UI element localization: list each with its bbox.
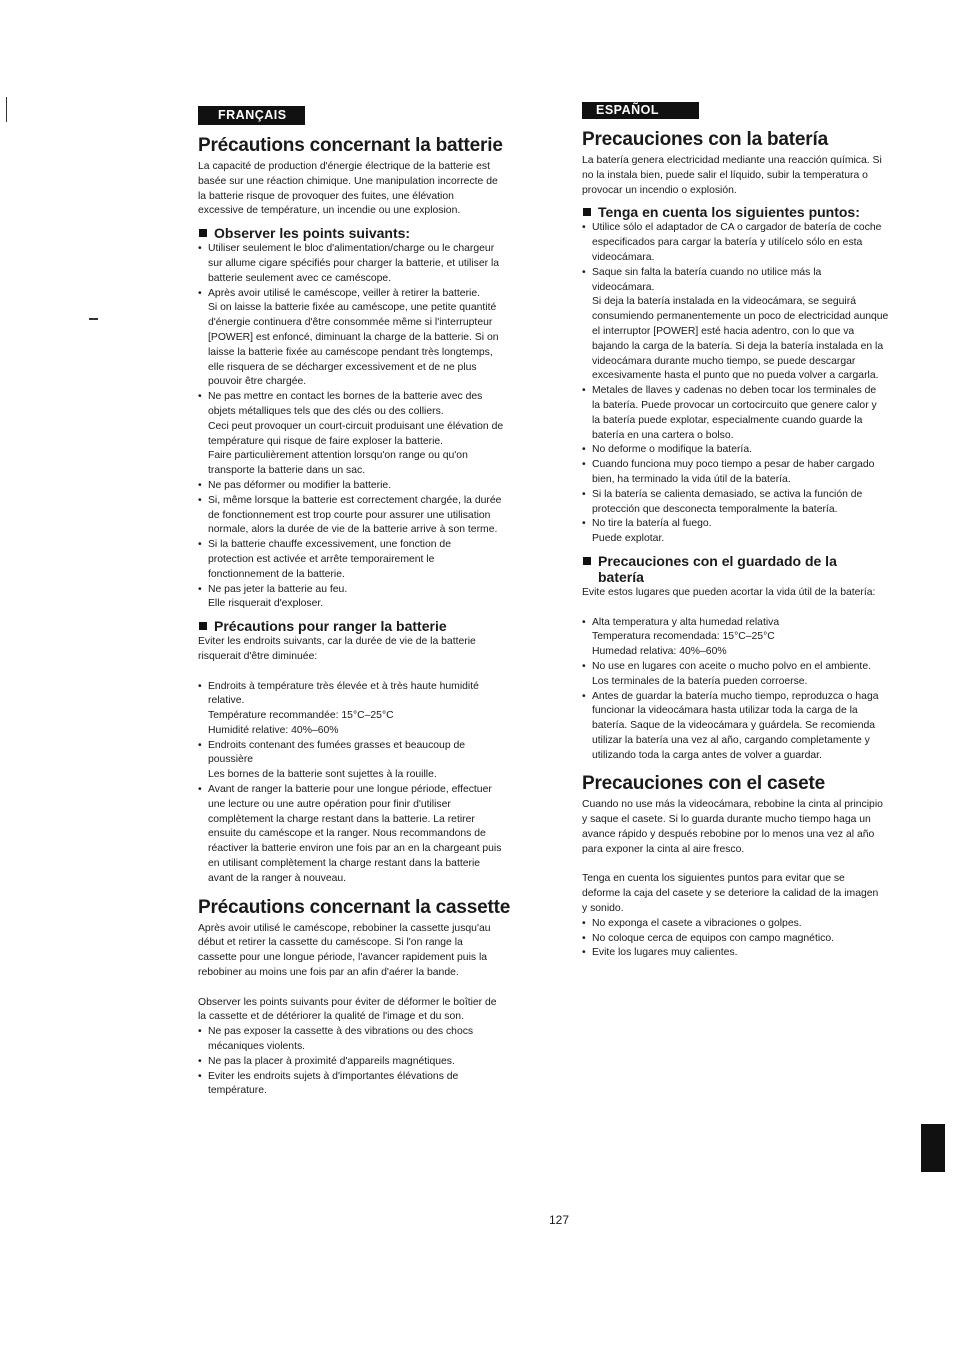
list-item: • Ne pas mettre en contact les bornes de la batterie avec des objets métalliques tels que des clés ou des colliers. Ceci peut provoquer un court-circuit produisant une élévation de température qui risque de faire exploser la batterie. Faire particulièrement attention lorsqu'on range ou qu'on transporte la batterie dans un sac.	[198, 390, 530, 479]
spanish-column	[582, 101, 908, 961]
fr-battery-title: Précautions concernant la batterie	[198, 135, 503, 156]
es-storage-list	[582, 616, 908, 764]
fr-observe-heading: Observer les points suivants:	[198, 225, 530, 241]
list-item: • Après avoir utilisé le caméscope, veiller à retirer la batterie. Si on laisse la batterie fixée au caméscope, une petite quantité d'énergie continuera d'être consommée même si l'interrupteur [POWER] est enfoncé, diminuant la charge de la batterie. Si on laisse la batterie fixée au caméscope pendant très longtemps, elle risquera de se décharger excessivement et de ne plus pouvoir être chargée.	[198, 287, 530, 391]
page-number: 127	[549, 1213, 570, 1227]
list-item: • Antes de guardar la batería mucho tiempo, reproduzca o haga funcionar la videocámara hasta utilizar toda la carga de la batería. Saque de la videocámara y guárdela. Se recomienda utilizar la batería una vez al año, cargando completamente y utilizando toda la carga antes de volver a guardar.	[582, 690, 908, 764]
list-item: • Eviter les endroits sujets à d'importantes élévations de température.	[198, 1070, 530, 1100]
list-item: • Si, même lorsque la batterie est correctement chargée, la durée de fonctionnement est trop courte pour assurer une utilisation normale, alors la durée de vie de la batterie arrive à son terme.	[198, 494, 530, 538]
list-item: • Utiliser seulement le bloc d'alimentation/charge ou le chargeur sur allume cigare spécifiés pour charger la batterie, et utiliser la batterie seulement avec ce caméscope.	[198, 242, 530, 286]
list-item: • Endroits à température très élevée et à très haute humidité relative. Température recommandée: 15°C–25°C Humidité relative: 40%–60%	[198, 680, 530, 739]
list-item: • Ne pas jeter la batterie au feu. Elle risquerait d'exploser.	[198, 583, 530, 613]
fr-cassette-list	[198, 1025, 530, 1099]
list-item: • No exponga el casete a vibraciones o golpes.	[582, 917, 908, 932]
es-storage-intro: Evite estos lugares que pueden acortar la vida útil de la batería:	[582, 586, 876, 598]
margin-mark	[6, 97, 7, 122]
es-storage-heading: Precauciones con el guardado de la batería	[582, 553, 908, 585]
list-item: • No use en lugares con aceite o mucho polvo en el ambiente. Los terminales de la batería pueden corroerse.	[582, 660, 908, 690]
list-item: • Endroits contenant des fumées grasses et beaucoup de poussière Les bornes de la batterie sont sujettes à la rouille.	[198, 739, 530, 783]
list-item: • Utilice sólo el adaptador de CA o cargador de batería de coche especificados para cargar la batería y utilícelo sólo en esta videocámara.	[582, 221, 908, 265]
fr-storage-intro: Eviter les endroits suivants, car la durée de vie de la batterie risquerait d'être diminuée:	[198, 636, 476, 662]
fr-cassette-intro2: Observer les points suivants pour éviter de déformer le boîtier de la cassette et de détériorer la qualité de l'image et du son.	[198, 996, 497, 1023]
list-item: • Cuando funciona muy poco tiempo a pesar de haber cargado bien, ha terminado la vida útil de la batería.	[582, 458, 908, 488]
list-item: • No deforme o modifique la batería.	[582, 443, 908, 458]
es-observe-heading: Tenga en cuenta los siguientes puntos:	[582, 204, 908, 220]
es-cassette-intro2: Tenga en cuenta los siguientes puntos para evitar que se deforme la caja del casete y se deteriore la calidad de la imagen y sonido.	[582, 873, 879, 915]
list-item: • Avant de ranger la batterie pour une longue période, effectuer une lecture ou une autre opération pour finir d'utiliser complètement la charge restant dans la batterie. La retirer ensuite du caméscope et la ranger. Nous recommandons de réactiver la batterie environ une fois par an en la chargeant puis en utilisant complètement la charge restant dans la batterie avant de la ranger à nouveau.	[198, 783, 530, 887]
list-item: • Si la batería se calienta demasiado, se activa la función de protección que desconecta temporalmente la batería.	[582, 488, 908, 518]
list-item: • Alta temperatura y alta humedad relativa Temperatura recomendada: 15°C–25°C Humedad relativa: 40%–60%	[582, 616, 908, 660]
fr-observe-list	[198, 242, 530, 612]
list-item: • Metales de llaves y cadenas no deben tocar los terminales de la batería. Puede provocar un cortocircuito que genere calor y la batería puede explotar, especialmente cuando guarde la batería en una cartera o bolso.	[582, 384, 908, 443]
fr-storage-heading: Précautions pour ranger la batterie	[198, 618, 530, 634]
language-tag-fr: FRANÇAIS	[198, 106, 305, 125]
es-battery-intro: La batería genera electricidad mediante una reacción química. Si no la instala bien, puede salir el líquido, subir la temperatura o provocar un incendio o explosión.	[582, 155, 882, 196]
es-cassette-title: Precauciones con el casete	[582, 773, 825, 795]
es-observe-list	[582, 221, 908, 547]
list-item: • Si la batterie chauffe excessivement, une fonction de protection est activée et arrête temporairement le fonctionnement de la batterie.	[198, 538, 530, 582]
es-cassette-list	[582, 917, 908, 961]
fr-storage-list	[198, 680, 530, 887]
list-item: • No tire la batería al fuego. Puede explotar.	[582, 517, 908, 547]
list-item: • Ne pas la placer à proximité d'appareils magnétiques.	[198, 1055, 530, 1070]
fr-cassette-title: Précautions concernant la cassette	[198, 896, 511, 918]
list-item: • Ne pas exposer la cassette à des vibrations ou des chocs mécaniques violents.	[198, 1025, 530, 1055]
fr-battery-intro: La capacité de production d'énergie électrique de la batterie est basée sur une réaction chimique. Une manipulation incorrecte de la batterie risque de provoquer des fuites, une élévation excessive de température, un incendie ou une explosion.	[198, 161, 498, 217]
list-item: • Saque sin falta la batería cuando no utilice más la videocámara. Si deja la batería instalada en la videocámara, se seguirá consumiendo permanentemente un poco de electricidad aunque el interruptor [POWER] esté hacia adentro, con lo que va bajando la carga de la batería. Si deja la batería instalada en la videocámara durante mucho tiempo, se puede descargar excesivamente hasta el punto que no pueda volver a cargarla.	[582, 266, 908, 384]
list-item: • No coloque cerca de equipos con campo magnético.	[582, 932, 908, 947]
margin-dash	[89, 318, 98, 320]
list-item: • Ne pas déformer ou modifier la batterie.	[198, 479, 530, 494]
es-battery-title: Precauciones con la batería	[582, 129, 828, 150]
list-item: • Evite los lugares muy calientes.	[582, 946, 908, 961]
french-column	[198, 106, 530, 1099]
fr-cassette-intro: Après avoir utilisé le caméscope, rebobiner la cassette jusqu'au début et retirer la cassette du caméscope. Si l'on range la cassette pour une longue période, l'avancer rapidement puis la rebobiner au moins une fois par an afin d'aérer la bande.	[198, 922, 491, 979]
language-tag-es: ESPAÑOL	[582, 102, 699, 119]
es-cassette-intro: Cuando no use más la videocámara, rebobine la cinta al principio y saque el casete. Si lo guarda durante mucho tiempo haga un avance rápido y después rebobine por lo menos una vez al año para exponer la cinta al aire fresco.	[582, 799, 883, 855]
section-tab-marker	[921, 1124, 945, 1172]
